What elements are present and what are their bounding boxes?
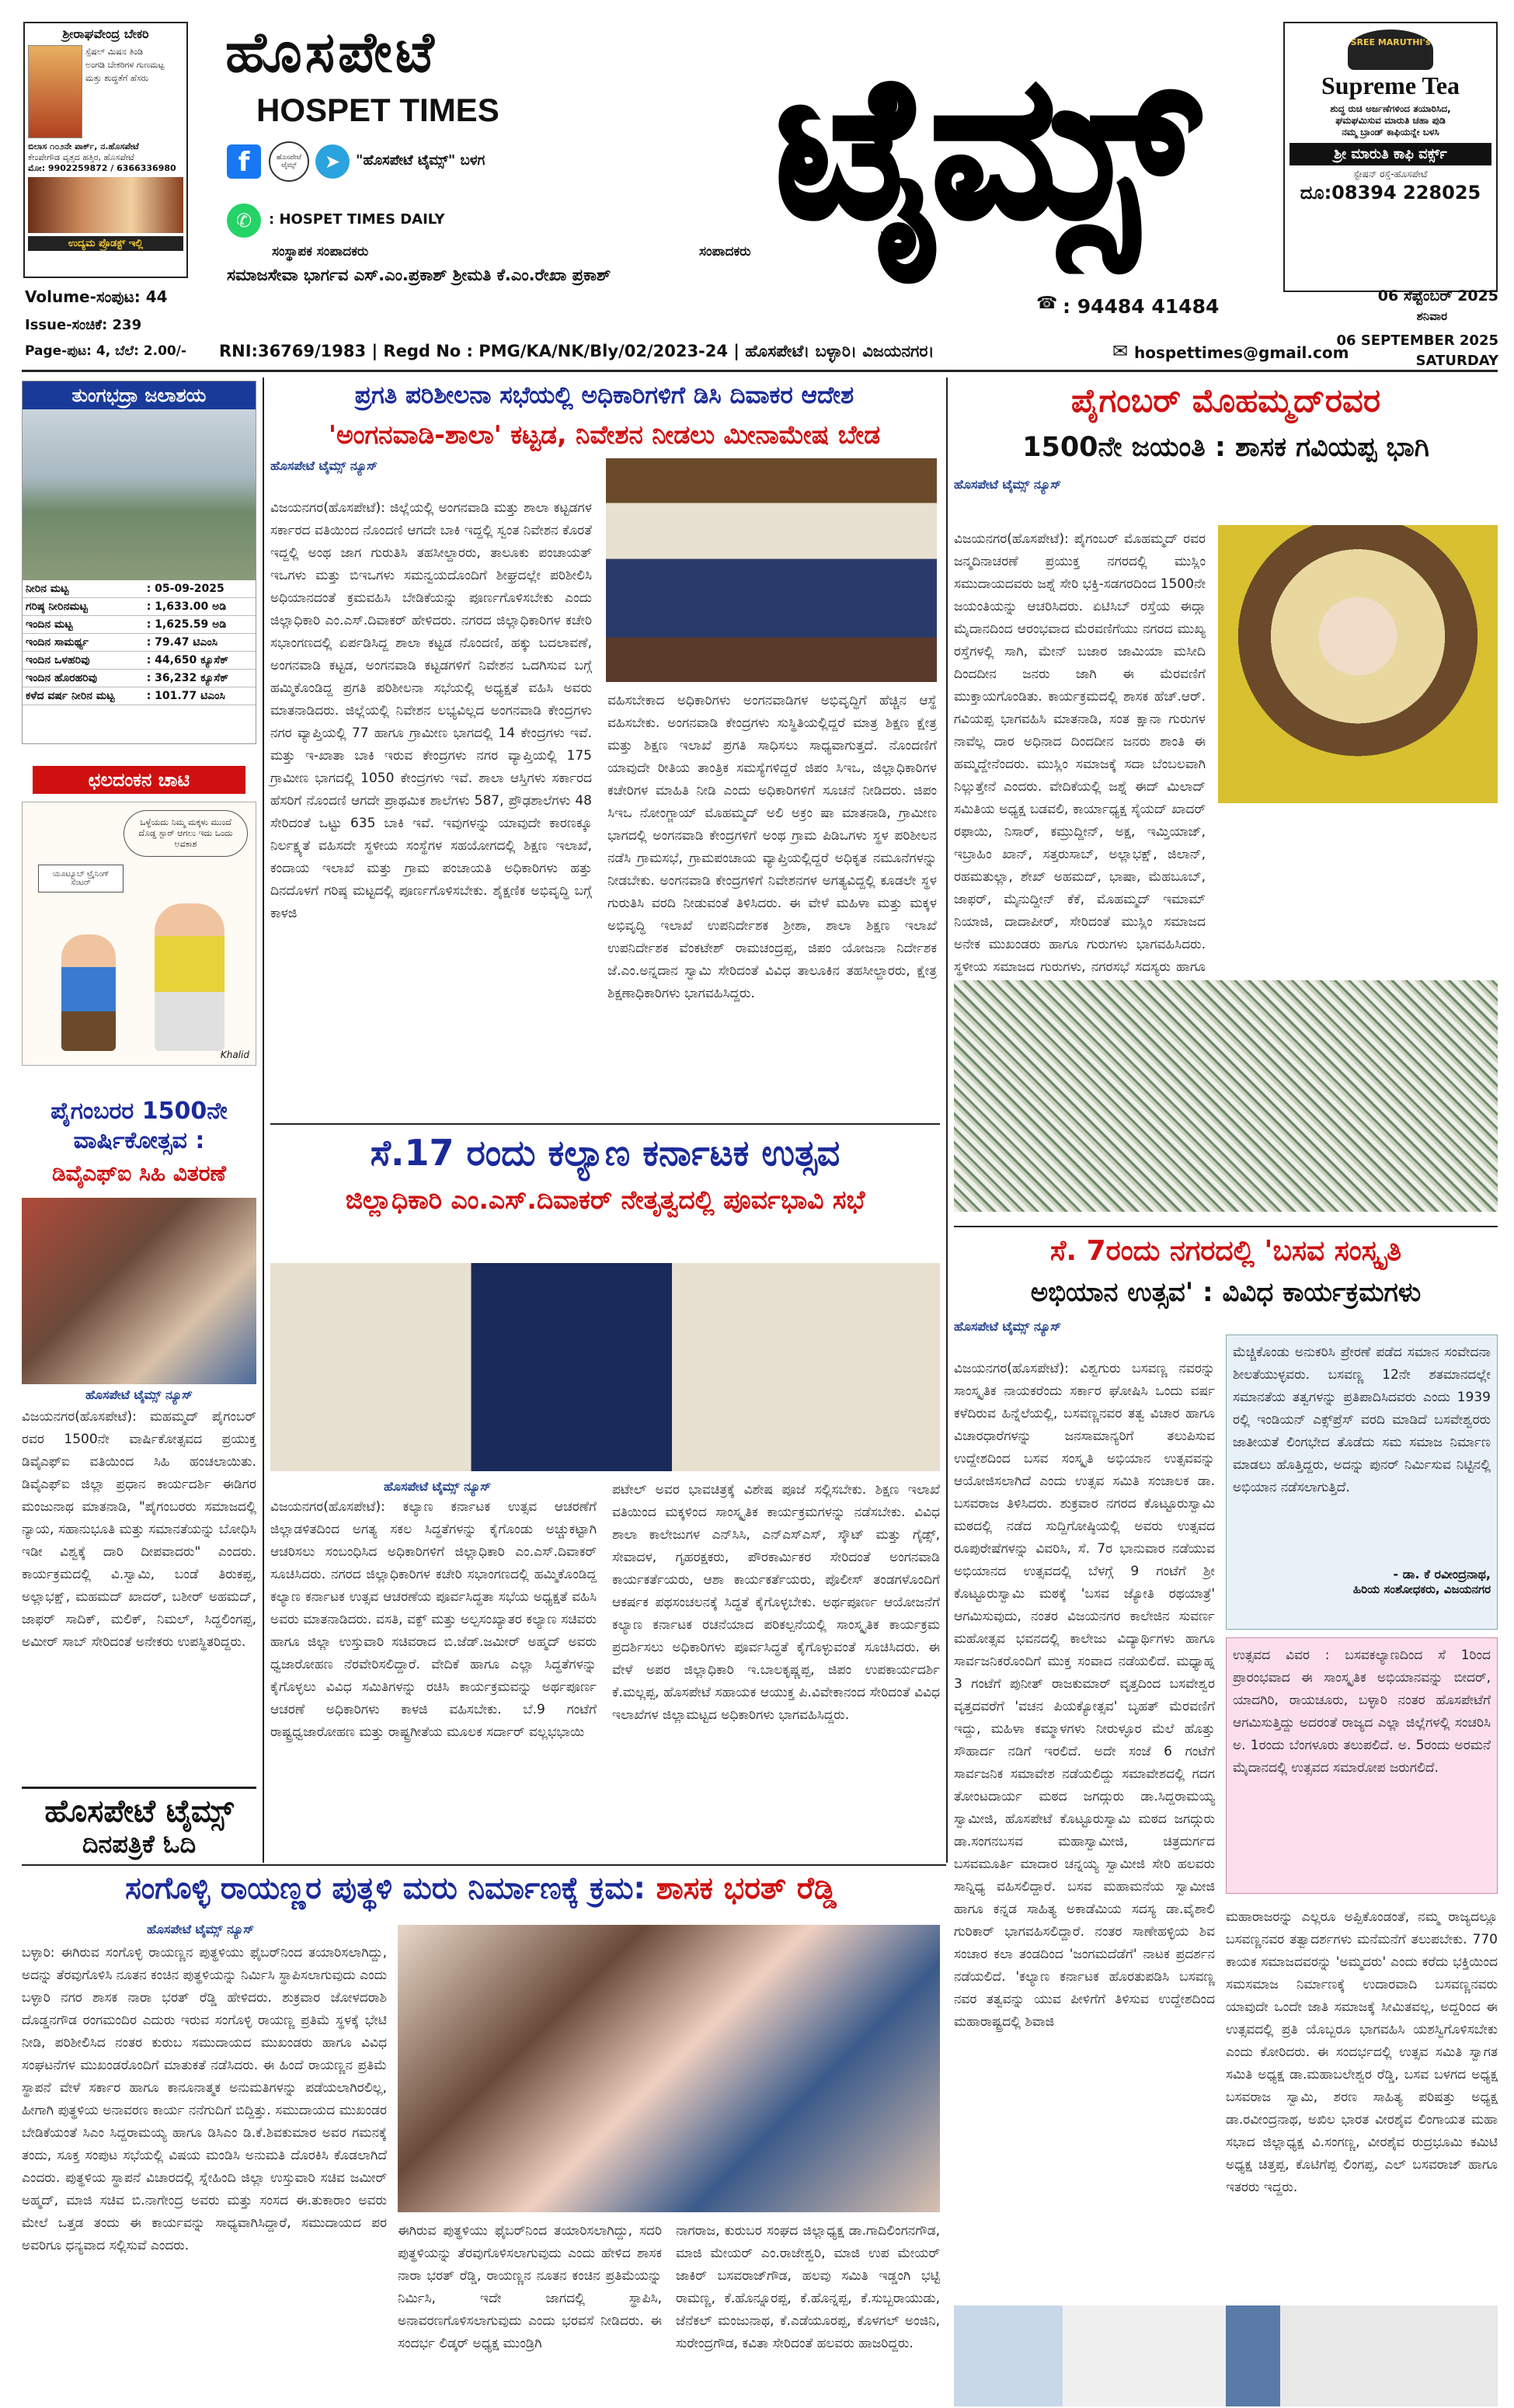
kalyana-photo — [270, 1263, 940, 1471]
dam-row — [23, 652, 256, 670]
dam-cell: : 36,232 ಕ್ಯೂಸೆಕ್ — [144, 670, 256, 687]
tea-product: Supreme Tea — [1321, 71, 1460, 99]
basava-byline: ಹೊಸಪೇಟೆ ಟೈಮ್ಸ್ ನ್ಯೂಸ್ — [954, 1318, 1061, 1334]
basava-article — [954, 1234, 1498, 2406]
name-english: HOSPET TIMES — [256, 92, 499, 128]
tea-logo: SREE MARUTHI's — [1348, 30, 1433, 70]
mla-photo — [1218, 525, 1498, 803]
tea-shop: ಶ್ರೀ ಮಾರುತಿ ಕಾಫಿ ವರ್ಕ್ಸ್ — [1290, 143, 1491, 165]
dyfi-photo — [22, 1198, 256, 1384]
bakery-address: ಬಿಲಾಸ ೧೦೨ನೇ ಪಾರ್ಕ್, ನ.ಹೊಸಪೇಟೆ — [28, 141, 139, 151]
cartoon-signature: Khalid — [220, 1049, 249, 1060]
facebook-icon[interactable]: f — [227, 144, 261, 179]
dam-row — [23, 616, 256, 634]
day-english: SATURDAY — [1415, 353, 1498, 369]
dam-row — [23, 670, 256, 687]
cakes-image — [28, 177, 183, 233]
kalyana-byline: ಹೊಸಪೇಟೆ ಟೈಮ್ಸ್ ನ್ಯೂಸ್ — [384, 1479, 491, 1494]
rayanna-photo — [398, 1925, 940, 2212]
dam-cell: ಕಳೆದ ವರ್ಷ ನೀರಿನ ಮಟ್ಟ — [23, 687, 144, 705]
dam-photo — [23, 409, 256, 580]
deity-image — [28, 45, 82, 138]
kalyana-headline: ಸೆ.17 ರಂದು ಕಲ್ಯಾಣ ಕರ್ನಾಟಕ ಉತ್ಸವ — [370, 1132, 841, 1174]
paigambar-byline: ಹೊಸಪೇಟೆ ಟೈಮ್ಸ್ ನ್ಯೂಸ್ — [954, 477, 1061, 492]
whatsapp-icon[interactable]: ✆ — [227, 204, 261, 238]
bakery-ad-title: ಶ್ರೀರಾಘವೇಂದ್ರ ಬೇಕರಿ — [62, 26, 149, 41]
promo-title: ಹೊಸಪೇಟೆ ಟೈಮ್ಸ್ — [22, 1787, 256, 1829]
kalyana-col2: ಪಟೇಲ್ ಅವರ ಭಾವಚಿತ್ರಕ್ಕೆ ವಿಶೇಷ ಪೂಜೆ ಸಲ್ಲಿಸಬೇಕು. ಶಿಕ್ಷಣ ಇಲಾಖೆ ವತಿಯಿಂದ ಮಕ್ಕಳಿಂದ ಸಾಂಸ್ಕೃತಿಕ ಕಾರ್ಯಕ್ರಮಗಳನ್ನು ನಡೆಸಬೇಕು. ವಿವಿಧ ಶಾಲಾ ಕಾಲೇಜುಗಳ ಎನ್‌ಸಿಸಿ, ಎನ್‌ಎಸ್‌ಎಸ್, ಸ್ಕೌಟ್ ಮತ್ತು ಗೈಡ್ಸ್, ಸೇವಾದಳ, ಗೃಹರಕ್ಷಕರು, ಪೌರಕಾರ್ಮಿಕರ ಸೇರಿದಂತೆ ಅಂಗನವಾಡಿ ಕಾರ್ಯಕರ್ತೆಯರು, ಆಶಾ ಕಾರ್ಯಕರ್ತೆಯರು, ಪೊಲೀಸ್ ತಂಡಗಳೊಂದಿಗೆ ಆಕರ್ಷಕ ಪಥಸಂಚಲನಕ್ಕೆ ಸಿದ್ಧತೆ ಕೈಗೊಳ್ಳಬೇಕು. ಅರ್ಥಪೂರ್ಣ ಆಯೋಜನೆಗೆ ಕಲ್ಯಾಣ ಕರ್ನಾಟಕ ರಚನೆಯಾದ ಪರಿಕಲ್ಪನೆಯಲ್ಲಿ ಸಾಂಸ್ಕೃತಿಕ ಕಾರ್ಯಕ್ರಮ ಪ್ರದರ್ಶಿಸಲು ಅಧಿಕಾರಿಗಳು ಪೂರ್ವಸಿದ್ಧತೆ ಕೈಗೊಳ್ಳುವಂತೆ ಸೂಚಿಸಿದರು. ಈ ವೇಳೆ ಅಪರ ಜಿಲ್ಲಾಧಿಕಾರಿ ಇ.ಬಾಲಕೃಷ್ಣಪ್ಪ, ಜಿಪಂ ಉಪಕಾರ್ಯದರ್ಶಿ ಕೆ.ಮಲ್ಲಪ್ಪ, ಹೊಸಪೇಟೆ ಸಹಾಯಕ ಆಯುಕ್ತ ಪಿ.ವಿವೇಕಾನಂದ ಸೇರಿದಂತೆ ವಿವಿಧ ಇಲಾಖೆಗಳ ಜಿಲ್ಲಾಮಟ್ಟದ ಅಧಿಕಾರಿಗಳು ಭಾಗವಹಿಸಿದ್ದರು. — [612, 1482, 940, 1723]
dyfi-text: ವಿಜಯನಗರ(ಹೊಸಪೇಟೆ): ಮಹಮ್ಮದ್ ಪೈಗಂಬರ್ ರವರ 1500ನೇ ವಾರ್ಷಿಕೋತ್ಸವದ ಪ್ರಯುಕ್ತ ಡಿವೈಎಫ್ಐ ವತಿಯಿಂದ ಸಿಹಿ ಹಂಚಲಾಯಿತು. ಡಿವೈಎಫ್ಐ ಜಿಲ್ಲಾ ಪ್ರಧಾನ ಕಾರ್ಯದರ್ಶಿ ಈಡಿಗರ ಮಂಜುನಾಥ ಮಾತನಾಡಿ, "ಪೈಗಂಬರರು ಸಮಾಜದಲ್ಲಿ ನ್ಯಾಯ, ಸಹಾನುಭೂತಿ ಮತ್ತು ಸಮಾನತೆಯನ್ನು ಬೋಧಿಸಿ ಇಡೀ ವಿಶ್ವಕ್ಕೆ ದಾರಿ ದೀಪವಾದರು" ಎಂದರು. ಕಾರ್ಯಕ್ರಮದಲ್ಲಿ ವಿ.ಸ್ವಾಮಿ, ಬಂಡೆ ತಿರುಕಪ್ಪ, ಅಲ್ಲಾಭಕ್ಷ್, ಮಹಮದ್ ಖಾದರ್, ಬಶೀರ್ ಅಹಮದ್, ಜಾಫರ್ ಸಾದಿಕ್, ಮಲಿಕ್, ನಿಮಲ್, ಸಿದ್ದಲಿಂಗಪ್ಪ, ಅಮೀರ್ ಸಾಬ್ ಸೇರಿದಂತೆ ಅನೇಕರು ಉಪಸ್ಥಿತರಿದ್ದರು. — [22, 1409, 256, 1650]
rayanna-article — [22, 1870, 940, 2406]
bakery-line: ಅಂಗಡಿ ಬೇಕರಿಗಳ ಗುಣಮಟ್ಟ — [85, 60, 165, 70]
festival-box — [1226, 1637, 1498, 1894]
rayanna-col2: ಈಗಿರುವ ಪುತ್ಥಳಿಯು ಫೈಬರ್‌ನಿಂದ ತಯಾರಿಸಲಾಗಿದ್ದು, ಸದರಿ ಪುತ್ಥಳಿಯನ್ನು ತೆರವುಗೊಳಿಸಲಾಗುವುದು ಎಂದು ಹೇಳಿದ ಶಾಸಕ ನಾರಾ ಭರತ್ ರೆಡ್ಡಿ, ರಾಯಣ್ಣನ ನೂತನ ಕಂಚಿನ ಪ್ರತಿಮೆಯನ್ನು ನಿರ್ಮಿಸಿ, ಇದೇ ಜಾಗದಲ್ಲಿ ಸ್ಥಾಪಿಸಿ, ಅನಾವರಣಗೊಳಿಸಲಾಗುವುದು ಎಂದು ಭರವಸೆ ನೀಡಿದರು. ಈ ಸಂದರ್ಭ ಲಿಡ್ಕರ್ ಅಧ್ಯಕ್ಷ ಮುಂಡ್ರಿಗಿ — [398, 2223, 662, 2351]
dam-cell: ಇಂದಿನ ಒಳಹರಿವು — [23, 652, 144, 670]
basava-col1: ವಿಜಯನಗರ(ಹೊಸಪೇಟೆ): ವಿಶ್ವಗುರು ಬಸವಣ್ಣ ನವರನ್ನು ಸಾಂಸ್ಕೃತಿಕ ನಾಯಕರೆಂದು ಸರ್ಕಾರ ಘೋಷಿಸಿ ಒಂದು ವರ್ಷ ಕಳೆದಿರುವ ಹಿನ್ನೆಲೆಯಲ್ಲಿ, ಬಸವಣ್ಣನವರ ತತ್ವ ವಿಚಾರ ಹಾಗೂ ವಿಚಾರಧಾರೆಗಳನ್ನು ಜನಸಾಮಾನ್ಯರಿಗೆ ತಲುಪಿಸುವ ಉದ್ದೇಶದಿಂದ ಬಸವ ಸಂಸ್ಕೃತಿ ಅಭಿಯಾನ ಉತ್ಸವವನ್ನು ಆಯೋಜಿಸಲಾಗಿದೆ ಎಂದು ಉತ್ಸವ ಸಮಿತಿ ಸಂಚಾಲಕ ಡಾ. ಬಸವರಾಜ ತಿಳಿಸಿದರು. ಶುಕ್ರವಾರ ನಗರದ ಕೊಟ್ಟೂರುಸ್ವಾಮಿ ಮಠದಲ್ಲಿ ನಡೆದ ಸುದ್ದಿಗೋಷ್ಠಿಯಲ್ಲಿ ಅವರು ಉತ್ಸವದ ರೂಪುರೇಷೆಗಳನ್ನು ವಿವರಿಸಿ, ಸೆ. 7ರ ಭಾನುವಾರ ನಡೆಯುವ ಅಭಿಯಾನದ ಉತ್ಸವದಲ್ಲಿ ಬೆಳಗ್ಗೆ 9 ಗಂಟೆಗೆ ಶ್ರೀ ಕೊಟ್ಟೂರುಸ್ವಾಮಿ ಮಠಕ್ಕೆ 'ಬಸವ ಜ್ಯೋತಿ ರಥಯಾತ್ರೆ' ಆಗಮಿಸುವುದು, ನಂತರ ವಿಜಯನಗರ ಕಾಲೇಜಿನ ಸುವರ್ಣ ಮಹೋತ್ಸವ ಭವನದಲ್ಲಿ ಕಾಲೇಜು ವಿದ್ಯಾರ್ಥಿಗಳು ಹಾಗೂ ಸಾರ್ವಜನಿಕರೊಂದಿಗೆ ಮುಕ್ತ ಸಂವಾದ ನಡೆಯಲಿದೆ. ಮಧ್ಯಾಹ್ನ 3 ಗಂಟೆಗೆ ಪುನೀತ್ ರಾಜಕುಮಾರ್ ವೃತ್ತದಿಂದ ಬಸವೇಶ್ವರ ವೃತ್ತದವರೆಗೆ 'ವಚನ ಪಿಯಕ್ಯೋತ್ಸವ' ಬೃಹತ್ ಮೆರವಣಿಗೆ ಇದ್ದು, ಮಹಿಳಾ ಕಮ್ಮಾಳಗಳು ನೀರುಳ್ಳೂರ ಮೆಲೆ ಹೊತ್ತು ಸೌಹಾರ್ದ ನಡಿಗೆ ಇರಲಿದೆ. ಅದೇ ಸಂಜೆ 6 ಗಂಟೆಗೆ ಸಾರ್ವಜನಿಕ ಸಮಾವೇಶ ನಡೆಯಲಿದ್ದು ಸಮಾವೇಶದಲ್ಲಿ ಗದಗ ತೋಂಟದಾರ್ಯ ಮಠದ ಜಗದ್ಗುರು ಡಾ.ಸಿದ್ದರಾಮಯ್ಯ ಸ್ವಾಮೀಜಿ, ಹೊಸಪೇಟೆ ಕೊಟ್ಟೂರುಸ್ವಾಮಿ ಮಠದ ಜಗದ್ಗುರು ಡಾ.ಸಂಗನಬಸವ ಮಹಾಸ್ವಾಮೀಜಿ, ಚಿತ್ರದುರ್ಗದ ಬಸವಮೂರ್ತಿ ಮಾದಾರ ಚನ್ನಯ್ಯ ಸ್ವಾಮೀಜಿ ಸೇರಿ ಹಲವರು ಸಾನ್ನಿಧ್ಯ ವಹಿಸಲಿದ್ದಾರೆ. ಬಸವ ಮಹಾಮನೆಯ ಸ್ವಾಮೀಜಿ ಹಾಗೂ ಕನ್ನಡ ಸಾಹಿತ್ಯ ಅಕಾಡೆಮಿಯ ಸದಸ್ಯ ಡಾ.ವೈಶಾಲಿ ಗುರಿಕಾರ್ ಭಾಗವಹಿಸಲಿದ್ದಾರೆ. ನಂತರ ಸಾಣೇಹಳ್ಳಿಯ ಶಿವ ಸಂಚಾರ ಕಲಾ ತಂಡದಿಂದ 'ಜಂಗಮದೆಡೆಗೆ' ನಾಟಕ ಪ್ರದರ್ಶನ ನಡೆಯಲಿದೆ. 'ಕಲ್ಯಾಣ ಕರ್ನಾಟಕ ಹೊರತುಪಡಿಸಿ ಬಸವಣ್ಣ ನವರ ತತ್ವವನ್ನು ಯುವ ಪೀಳಿಗೆಗೆ ತಿಳಿಸುವ ಉದ್ದೇಶದಿಂದ ಮಹಾರಾಷ್ಟ್ರದಲ್ಲಿ ಶಿವಾಜಿ — [954, 1361, 1215, 2030]
anganwadi-col1: ವಿಜಯನಗರ(ಹೊಸಪೇಟೆ): ಜಿಲ್ಲೆಯಲ್ಲಿ ಅಂಗನವಾಡಿ ಮತ್ತು ಶಾಲಾ ಕಟ್ಟಡಗಳ ಸರ್ಕಾರದ ವತಿಯಿಂದ ನೊಂದಣಿ ಆಗದೇ ಬಾಕಿ ಇದ್ದಲ್ಲಿ ಸ್ವಂತ ನಿವೇಶನ ಕೊರತೆ ಇದ್ದಲ್ಲಿ ಅಂಥ ಜಾಗ ಗುರುತಿಸಿ ತಹಸೀಲ್ದಾರರು, ತಾಲೂಕು ಪಂಚಾಯತ್ ಇಒಗಳು ಮತ್ತು ಬಿಇಒಗಳು ಸಮನ್ವಯದೊಂದಿಗೆ ಶೀಘ್ರದಲ್ಲೇ ಪರಿಶೀಲಿಸಿ ಅಧಿಯಾನದಂತೆ ಕ್ರಮವಹಿಸಿ ಬೇಡಿಕೆಯನ್ನು ಪೂರ್ಣಗೊಳಿಸಬೇಕು ಎಂದು ಜಿಲ್ಲಾಧಿಕಾರಿ ಎಂ.ಎಸ್.ದಿವಾಕರ್ ಹೇಳಿದರು. ನಗರದ ಜಿಲ್ಲಾಧಿಕಾರಿಗಳ ಕಚೇರಿ ಸಭಾಂಗಣದಲ್ಲಿ ಏರ್ಪಡಿಸಿದ್ದ ಶಾಲಾ ಕಟ್ಟಡ ನೊಂದಣಿ, ಹಕ್ಕು ಬದಲಾವಣೆ, ಅಂಗನವಾಡಿ ಕಟ್ಟಡ, ಅಂಗನವಾಡಿ ಕಟ್ಟಡಗಳಿಗೆ ನಿವೇಶನ ಒದಗಿಸುವ ಬಗ್ಗೆ ಹಮ್ಮಿಕೊಂಡಿದ್ದ ಪ್ರಗತಿ ಪರಿಶೀಲನಾ ಸಭೆಯಲ್ಲಿ ಅಧ್ಯಕ್ಷತೆ ವಹಿಸಿ ಅವರು ಮಾತನಾಡಿದರು. ಜಿಲ್ಲೆಯಲ್ಲಿ ನಿವೇಶನ ಲಭ್ಯವಿಲ್ಲದ ಅಂಗನವಾಡಿ ಕೇಂದ್ರಗಳು ನಗರ ವ್ಯಾಪ್ತಿಯಲ್ಲಿ 77 ಹಾಗೂ ಗ್ರಾಮೀಣ ಭಾಗದಲ್ಲಿ 14 ಕೇಂದ್ರಗಳು ಇವೆ. ಮತ್ತು ಇ-ಖಾತಾ ಬಾಕಿ ಇರುವ ಕೇಂದ್ರಗಳು ನಗರ ವ್ಯಾಪ್ತಿಯಲ್ಲಿ 175 ಗ್ರಾಮೀಣ ಭಾಗದಲ್ಲಿ 1050 ಕೇಂದ್ರಗಳು ಇವೆ. ಶಾಲಾ ಆಸ್ತಿಗಳು ಸರ್ಕಾರದ ಹೆಸರಿಗೆ ನೊಂದಣಿ ಆಗದೇ ಪ್ರಾಥಮಿಕ ಶಾಲೆಗಳು 587, ಪ್ರೌಢಶಾಲೆಗಳು 48 ಸೇರಿದಂತೆ ಒಟ್ಟು 635 ಬಾಕಿ ಇವೆ. ಇವುಗಳನ್ನು ಯಾವುದೇ ಕಾರಣಕ್ಕೂ ನಿರ್ಲಕ್ಷ್ಯತೆ ವಹಿಸದೇ ಸ್ಥಳೀಯ ಸಂಸ್ಥೆಗಳ ಸಹಯೋಗದಲ್ಲಿ ಶಿಕ್ಷಣ ಇಲಾಖೆ, ಕಂದಾಯ ಇಲಾಖೆ ಮತ್ತು ಗ್ರಾಮ ಪಂಚಾಯತಿ ಅಧಿಕಾರಿಗಳು ಹತ್ತು ದಿನದೊಳಗೆ ಗರಿಷ್ಠ ಮಟ್ಟದಲ್ಲಿ ಪೂರ್ಣಗೊಳಿಸಬೇಕು. ಶೈಕ್ಷಣಿಕ ಅಭಿವೃದ್ಧಿ ಬಗ್ಗೆ ಕಾಳಜಿ — [270, 500, 592, 921]
quote-text: ಮೆಚ್ಚಿಕೊಂಡು ಅನುಕರಿಸಿ ಪ್ರೇರಣೆ ಪಡೆದ ಸಮಾನ ಸಂವೇದನಾ ಶೀಲತೆಯುಳ್ಳವರು. ಬಸವಣ್ಣ 12ನೇ ಶತಮಾನದಲ್ಲೇ ಸಮಾನತೆಯ ತತ್ವಗಳನ್ನು ಪ್ರತಿಪಾದಿಸಿದವರು ಎಂದು 1939 ರಲ್ಲಿ ಇಂಡಿಯನ್ ಎಕ್ಸ್‌ಪ್ರೆಸ್ ವರದಿ ಮಾಡಿದೆ ಬಸವೇಶ್ವರರು ಜಾತೀಯತೆ ಲಿಂಗಭೇದ ತೊಡೆದು ಸಮ ಸಮಾಜ ನಿರ್ಮಾಣ ಮಾಡಲು ಹೊತ್ತಿದ್ದರು, ಅದನ್ನು ಪುನರ್ ನಿರ್ಮಿಸುವ ನಿಟ್ಟಿನಲ್ಲಿ ಅಭಿಯಾನ ನಡೆಸಲಾಗುತ್ತಿದೆ. — [1233, 1345, 1491, 1495]
rayanna-col3: ನಾಗರಾಜ, ಕುರುಬರ ಸಂಘದ ಜಿಲ್ಲಾಧ್ಯಕ್ಷ ಡಾ.ಗಾದಿಲಿಂಗನಗೌಡ, ಮಾಜಿ ಮೇಯರ್ ಎಂ.ರಾಜೇಶ್ವರಿ, ಮಾಜಿ ಉಪ ಮೇಯರ್ ಜಾಕಿರ್ ಬಸವರಾಜ್‌ಗೌಡ, ಹಲವು ಸಮಿತಿ ಇಡ್ಡಂಗಿ ಭಟ್ಟಿ ರಾಮಣ್ಣ, ಕೆ.ಹೊನ್ನೂರಪ್ಪ, ಕೆ.ಹೊನ್ನಪ್ಪ, ಕೆ.ಸುಬ್ಬರಾಯುಡು, ಜೆನೆಕಲ್ ಮಂಜುನಾಥ, ಕೆ.ಎಡೆಯೂರಪ್ಪ, ಕೊಳಗಲ್ ಅಂಜಿನಿ, ಸುರೇಂದ್ರಗೌಡ, ಕವಿತಾ ಸೇರಿದಂತೆ ಹಲವರು ಹಾಜರಿದ್ದರು. — [676, 2223, 940, 2351]
dam-title: ತುಂಗಭದ್ರಾ ಜಲಾಶಯ — [23, 381, 256, 409]
price-info: Page-ಪುಟ: 4, ಬೆಲೆ: 2.00/- — [25, 343, 187, 359]
kalyana-subheadline: ಜಿಲ್ಲಾಧಿಕಾರಿ ಎಂ.ಎಸ್.ದಿವಾಕರ್ ನೇತೃತ್ವದಲ್ಲಿ ಪೂರ್ವಭಾವಿ ಸಭೆ — [345, 1184, 865, 1215]
quote-box — [1226, 1334, 1498, 1630]
quote-role: ಹಿರಿಯ ಸಂಶೋಧಕರು, ವಿಜಯನಗರ — [1352, 1582, 1491, 1596]
cartoon-sign: ಯೂಟ್ಯೂಬ್ ಟ್ರೈನಿಂಗ್ ಸೆಂಟರ್ — [38, 865, 124, 893]
dam-table — [23, 580, 256, 705]
tea-address: ಸ್ಟೇಷನ್ ರಸ್ತೆ-ಹೊಸಪೇಟೆ — [1353, 169, 1428, 179]
bakery-line: ಸ್ಪೆಷಲ್ ಮಿಷನ ತಿಂಡಿ — [85, 47, 144, 57]
dam-cell: : 79.47 ಟಿಎಂಸಿ — [144, 634, 256, 652]
cartoon-bubble: ಒಳ್ಳೆಯದು ನಿಮ್ಮ ಮಕ್ಕಳು ಮುಂದೆ ದೊಡ್ಡ ಸ್ಟಾರ್ ಆಗಲು ಇದು ಒಂದು ಅವಕಾಶ — [124, 810, 248, 857]
dam-row — [23, 598, 256, 616]
kalyana-col1: ವಿಜಯನಗರ(ಹೊಸಪೇಟೆ): ಕಲ್ಯಾಣ ಕರ್ನಾಟಕ ಉತ್ಸವ ಆಚರಣೆಗೆ ಜಿಲ್ಲಾಡಳಿತದಿಂದ ಅಗತ್ಯ ಸಕಲ ಸಿದ್ಧತೆಗಳನ್ನು ಕೈಗೊಂಡು ಅಚ್ಚುಕಟ್ಟಾಗಿ ಆಚರಿಸಲು ಸಂಬಂಧಿಸಿದ ಅಧಿಕಾರಿಗಳಿಗೆ ಜಿಲ್ಲಾಧಿಕಾರಿ ಎಂ.ಎಸ್.ದಿವಾಕರ್ ಸೂಚಿಸಿದರು. ನಗರದ ಜಿಲ್ಲಾಧಿಕಾರಿಗಳ ಕಚೇರಿ ಸಭಾಂಗಣದಲ್ಲಿ ಹಮ್ಮಿಕೊಂಡಿದ್ದ ಕಲ್ಯಾಣ ಕರ್ನಾಟಕ ಉತ್ಸವ ಆಚರಣೆಯ ಪೂರ್ವಸಿದ್ಧತಾ ಸಭೆಯ ಅಧ್ಯಕ್ಷತೆ ವಹಿಸಿ ಅವರು ಮಾತನಾಡಿದರು. ವಸತಿ, ವಕ್ಫ್ ಮತ್ತು ಅಲ್ಪಸಂಖ್ಯಾತರ ಕಲ್ಯಾಣ ಸಚಿವರು ಹಾಗೂ ಜಿಲ್ಲಾ ಉಸ್ತುವಾರಿ ಸಚಿವರಾದ ಬಿ.ಜೆಡ್.ಜಮೀರ್ ಅಹ್ಮದ್ ಅವರು ಧ್ವಜಾರೋಹಣ ನೆರವೇರಿಸಲಿದ್ದಾರೆ. ವೇದಿಕೆ ಹಾಗೂ ಎಲ್ಲಾ ಸಿದ್ಧತೆಗಳನ್ನು ಕೈಗೊಳ್ಳಲು ವಿವಿಧ ಸಮಿತಿಗಳನ್ನು ರಚಿಸಿ ಕಾರ್ಯಕ್ರಮವನ್ನು ಅರ್ಥಪೂರ್ಣ ಆಚರಣೆ ಅಧಿಕಾರಿಗಳು ಕಾಳಜಿ ವಹಿಸಬೇಕು. ಬೆ.9 ಗಂಟೆಗೆ ರಾಷ್ಟ್ರಧ್ವಜಾರೋಹಣ ಮತ್ತು ರಾಷ್ಟ್ರಗೀತೆಯ ಮೂಲಕ ಸರ್ದಾರ್ ವಲ್ಲಭಭಾಯಿ — [270, 1499, 597, 1740]
name-kannada: ಹೊಸಪೇಟೆ — [225, 19, 437, 85]
paigambar-headline2: 1500ನೇ ಜಯಂತಿ : ಶಾಸಕ ಗವಿಯಪ್ಪ ಭಾಗಿ — [1022, 431, 1429, 463]
whatsapp-handle: : HOSPET TIMES DAILY — [269, 211, 445, 228]
cartoon-section — [22, 766, 256, 1084]
day-kannada: ಶನಿವಾರ — [1416, 309, 1447, 323]
paigambar-article — [954, 381, 1498, 1220]
anganwadi-photo — [606, 458, 937, 682]
dam-cell: ಗರಿಷ್ಠ ನೀರಿನಮಟ್ಟ — [23, 598, 144, 616]
anganwadi-article — [270, 381, 938, 1119]
basava-col3: ಮಹಾರಾಜರನ್ನು ಎಲ್ಲರೂ ಅಪ್ಪಿಕೊಂಡಂತೆ, ನಮ್ಮ ರಾಜ್ಯದಲ್ಲೂ ಬಸವಣ್ಣನವರ ತತ್ವಾದರ್ಶಗಳು ಮನೆಮನೆಗೆ ತಲುಪಬೇಕು. 770 ಕಾಯಕ ಸಮಾಜದವರನ್ನು 'ಅಮ್ಮದರು' ಎಂದು ಕರೆದು ಭಕ್ತಿಯಿಂದ ಸಮಸಮಾಜ ನಿರ್ಮಾಣಕ್ಕೆ ಉದಾರವಾದಿ ಬಸವಣ್ಣನವರು ಯಾವುದೇ ಒಂದೇ ಜಾತಿ ಸಮಾಜಕ್ಕೆ ಸೀಮಿತವಲ್ಲ, ಅದ್ದರಿಂದ ಈ ಉತ್ಸವದಲ್ಲಿ ಪ್ರತಿ ಯೊಬ್ಬರೂ ಭಾಗವಹಿಸಿ ಯಶಸ್ವಿಗೊಳಿಸಬೇಕು ಎಂದು ಕೋರಿದರು. ಈ ಸಂದರ್ಭದಲ್ಲಿ ಉತ್ಸವ ಸಮಿತಿ ಸ್ವಾಗತ ಸಮಿತಿ ಅಧ್ಯಕ್ಷ ಡಾ.ಮಹಾಬಲೇಶ್ವರ ರೆಡ್ಡಿ, ಬಸವ ಬಳಗದ ಅಧ್ಯಕ್ಷ ಬಸವರಾಜ ಸ್ವಾಮಿ, ಶರಣ ಸಾಹಿತ್ಯ ಪರಿಷತ್ತು ಅಧ್ಯಕ್ಷ ಡಾ.ರವೀಂದ್ರನಾಥ, ಅಖಿಲ ಭಾರತ ವೀರಶೈವ ಲಿಂಗಾಯತ ಮಹಾ ಸಭಾದ ಜಿಲ್ಲಾಧ್ಯಕ್ಷ ವಿ.ಸಂಗಣ್ಣ, ವೀರಶೈವ ರುದ್ರಭೂಮಿ ಕಮಿಟಿ ಅಧ್ಯಕ್ಷ ಚಿತ್ತಪ್ಪ, ಕೊಟಿಗೆಪ್ಪ ಲಿಂಗಪ್ಪ, ಎಲ್ ಬಸವರಾಜ್ ಹಾಗೂ ಇತರರು ಇದ್ದರು. — [1226, 1909, 1498, 2195]
dam-cell: ಇಂದಿನ ಸಾಮರ್ಥ್ಯ — [23, 634, 144, 652]
promo-subtitle: ದಿನಪತ್ರಿಕೆ ಓದಿ — [82, 1829, 197, 1859]
editor-label: ಸಂಪಾದಕರು — [699, 244, 751, 259]
rayanna-col1: ಬಳ್ಳಾರಿ: ಈಗಿರುವ ಸಂಗೊಳ್ಳಿ ರಾಯಣ್ಣನ ಪುತ್ಥಳಿಯು ಫೈಬರ್‌ನಿಂದ ತಯಾರಿಸಲಾಗಿದ್ದು, ಅದನ್ನು ತೆರವುಗೊಳಿಸಿ ನೂತನ ಕಂಚಿನ ಪುತ್ಥಳಿಯನ್ನು ನಿರ್ಮಿಸಿ ಸ್ಥಾಪಿಸಲಾಗುವುದು ಎಂದು ಬಳ್ಳಾರಿ ನಗರ ಶಾಸಕ ನಾರಾ ಭರತ್ ರೆಡ್ಡಿ ಹೇಳಿದರು. ಶುಕ್ರವಾರ ಜೋಳದರಾಶಿ ದೊಡ್ಡನಗೌಡ ರಂಗಮಂದಿರ ಎದುರು ಇರುವ ಸಂಗೊಳ್ಳಿ ರಾಯಣ್ಣ ಪ್ರತಿಮೆ ಸ್ಥಳಕ್ಕೆ ಭೇಟಿ ನೀಡಿ, ಪರಿಶೀಲಿಸಿದ ನಂತರ ಕುರುಬ ಸಮುದಾಯದ ಮುಖಂಡರು ಹಾಗೂ ವಿವಿಧ ಸಂಘಟನೆಗಳ ಮುಖಂಡರೊಂದಿಗೆ ಮಾತುಕತೆ ನಡೆಸಿದರು. ಈ ಹಿಂದೆ ರಾಯಣ್ಣನ ಪ್ರತಿಮೆ ಸ್ಥಾಪನೆ ವೇಳೆ ಸರ್ಕಾರ ಹಾಗೂ ಕಾನೂನಾತ್ಮಕ ಅನುಮತಿಗಳನ್ನು ಪಡೆಯಲಾಗಿರಲಿಲ್ಲ, ಹೀಗಾಗಿ ಪುತ್ಥಳಿಯ ಅನಾವರಣ ಕಾರ್ಯ ನನೆಗುದಿಗೆ ಬಿದ್ದಿತ್ತು. ಸಮುದಾಯದ ಮುಖಂಡರ ಬೇಡಿಕೆಯಂತೆ ಸಿಎಂ ಸಿದ್ದರಾಮಯ್ಯ ಹಾಗೂ ಡಿಸಿಎಂ ಡಿ.ಕೆ.ಶಿವಕುಮಾರ ಅವರ ಗಮನಕ್ಕೆ ತಂದು, ಸೂಕ್ತ ಸಂಪುಟ ಸಭೆಯಲ್ಲಿ ವಿಷಯ ಮಂಡಿಸಿ ಅನುಮತಿ ದೊರಕಿಸಿ ಕೊಡಲಾಗಿದೆ ಎಂದರು. ಪುತ್ಥಳಿಯ ಸ್ಥಾಪನೆ ವಿಚಾರದಲ್ಲಿ ಸ್ನೇಹಿಂದಿ ಜಿಲ್ಲಾ ಉಸ್ತುವಾರಿ ಸಚಿವ ಜಮೀರ್ ಅಹ್ಮದ್, ಮಾಜಿ ಸಚಿವ ಬಿ.ನಾಗೇಂದ್ರ ಅವರು ಮತ್ತು ಸಂಸದ ಈ.ತುಕಾರಾಂ ಅವರು ಮೇಲೆ ಒತ್ತಡ ತಂದು ಈ ಕಾರ್ಯವನ್ನು ಸಾಧ್ಯವಾಗಿಸಿದ್ದಾರೆ, ಸಮುದಾಯದ ಪರ ಅವರಿಗೂ ಧನ್ಯವಾದ ಸಲ್ಲಿಸುವೆ ಎಂದರು. — [22, 1945, 387, 2253]
anganwadi-kicker: ಪ್ರಗತಿ ಪರಿಶೀಲನಾ ಸಭೆಯಲ್ಲಿ ಅಧಿಕಾರಿಗಳಿಗೆ ಡಿಸಿ ದಿವಾಕರ ಆದೇಶ — [354, 381, 854, 409]
dam-row — [23, 634, 256, 652]
email-icon: ✉ — [1112, 340, 1129, 362]
rayanna-headline-main: ಸಂಗೊಳ್ಳಿ ರಾಯಣ್ಣರ ಪುತ್ಥಳಿ ಮರು ನಿರ್ಮಾಣಕ್ಕೆ ಕ್ರಮ: — [125, 1871, 646, 1906]
basava-headline: ಸೆ. 7ರಂದು ನಗರದಲ್ಲಿ 'ಬಸವ ಸಂಸ್ಕೃತಿ — [1049, 1235, 1402, 1267]
bakery-footer: ಉದ್ಯಮ ಪ್ರೊಡಕ್ಟ್ ಇಲ್ಲಿ — [28, 236, 183, 251]
quote-author: - ಡಾ. ಕೆ ರವೀಂದ್ರನಾಥ, — [1393, 1567, 1491, 1582]
anganwadi-headline: 'ಅಂಗನವಾಡಿ-ಶಾಲಾ' ಕಟ್ಟಡ, ನಿವೇಶನ ನೀಡಲು ಮೀನಾಮೇಷ ಬೇಡ — [328, 419, 881, 450]
dyfi-headline-red: ಡಿವೈಎಫ್ಐ ಸಿಹಿ ವಿತರಣೆ — [52, 1161, 226, 1186]
date-english: 06 SEPTEMBER 2025 — [1336, 332, 1498, 349]
paigambar-text: ವಿಜಯನಗರ(ಹೊಸಪೇಟೆ): ಪೈಗಂಬರ್ ಮೊಹಮ್ಮದ್ ರವರ ಜನ್ಮದಿನಾಚರಣೆ ಪ್ರಯುಕ್ತ ನಗರದಲ್ಲಿ ಮುಸ್ಲಿಂ ಸಮುದಾಯದವರು ಜಶ್ನೆ ಸೇರಿ ಭಕ್ತಿ-ಸಡಗರದಿಂದ 1500ನೇ ಜಯಂತಿಯನ್ನು ಆಚರಿಸಿದರು. ಏಟಿಸಿಬ್ ರಸ್ತೆಯ ಈದ್ಗಾ ಮೈದಾನದಿಂದ ಆರಂಭವಾದ ಮೆರವಣಿಗೆಯು ನಗರದ ಮುಖ್ಯ ರಸ್ತೆಗಳಲ್ಲಿ ಸಾಗಿ, ಮೇನ್ ಬಜಾರ ಜಾಮಿಯಾ ಮಸೀದಿ ದಿಂದದೀನ ಜನರು ಜಾಗಿ ಈ ಮೆರವಣಿಗೆ ಮುಕ್ತಾಯಗೊಂಡಿತು. ಕಾರ್ಯಕ್ರಮದಲ್ಲಿ ಶಾಸಕ ಹೆಚ್.ಆರ್. ಗವಿಯಪ್ಪ ಭಾಗವಹಿಸಿ ಮಾತನಾಡಿ, ಸಂತ ಕ್ಷಾನಾ ಗುರುಗಳ ನಾವೆಲ್ಲ ದಾರ ಅಧಿನಾದ ದಿಂದದೀನ ಜನರು ಶಾಂತಿ ಈ ಹಮ್ಮದ್ದೇನೆಂದರು. ಮುಸ್ಲಿಂ ಸಮಾಜಕ್ಕೆ ಸದಾ ಬೆಂಬಲವಾಗಿ ನಿಲ್ಲುತ್ತೇನೆ ಎಂದರು. ವೇದಿಕೆಯಲ್ಲಿ ಜಶ್ನೆ ಈದ್ ಮಿಲಾದ್ ಸಮಿತಿಯ ಅಧ್ಯಕ್ಷ ಬಡವಲಿ, ಕಾರ್ಯಾಧ್ಯಕ್ಷ ಸೈಯದ್ ಖಾದರ್ ರಫಾಯಿ, ನಿಸಾರ್, ಕಮ್ರುದ್ದೀನ್, ಅಕ್ಷ, ಇಮ್ತಿಯಾಜ್, ಇಬ್ರಾಹಿಂ ಖಾನ್, ಸತ್ತರುಸಾಬ್, ಅಲ್ಲಾಭಕ್ಷ್, ಜಿಲಾನ್, ರಹಮತುಲ್ಲಾ, ಶೇಖ್ ಅಹಮದ್, ಭಾಷಾ, ಮೆಹಬೂಬ್, ಜಾಫರ್, ಮೈನುದ್ದೀನ್ ಕೆಕೆ, ಮೊಹಮ್ಮದ್ ಇಮಾಮ್ ನಿಯಾಜಿ, ದಾದಾಪೀರ್, ಸೇರಿದಂತೆ ಮುಸ್ಲಿಂ ಸಮಾಜದ ಅನೇಕ ಮುಖಂಡರು ಹಾಗೂ ಗುರುಗಳು ಭಾಗವಹಿಸಿದರು. ಸ್ಥಳೀಯ ಸಮಾಜದ ಗುರುಗಳು, ನಗರಸಭೆ ಸದಸ್ಯರು ಹಾಗೂ — [954, 531, 1206, 975]
masthead-big-title: ಟೈಮ್ಸ್ — [775, 34, 1198, 260]
dam-cell: : 05-09-2025 — [144, 580, 256, 598]
bakery-ad — [23, 22, 188, 278]
email-address[interactable]: hospettimes@gmail.com — [1134, 343, 1349, 362]
social-handle: "ಹೊಸಪೇಟೆ ಟೈಮ್ಸ್" ಬಳಗ — [356, 152, 486, 169]
dam-cell: ಇಂದಿನ ಹೊರಹರಿವು — [23, 670, 144, 687]
phone-icon: ☎ — [1036, 294, 1058, 313]
bakery-line: ಮತ್ತು ಶುದ್ಧತೆಗೆ ಹೆಸರು — [85, 73, 149, 83]
rayanna-headline — [22, 1870, 940, 1909]
tea-line: ನಮ್ಮ ಬ್ರಾಂಡ್ ಕಾಫಿಯನ್ನೇ ಬಳಸಿ — [1342, 127, 1439, 137]
dyfi-byline: ಹೊಸಪೇಟೆ ಟೈಮ್ಸ್ ನ್ಯೂಸ್ — [85, 1387, 193, 1402]
issue-info: Issue-ಸಂಚಿಕೆ: 239 — [25, 317, 142, 333]
dam-cell: : 1,633.00 ಅಡಿ — [144, 598, 256, 616]
cartoon-man — [155, 903, 224, 1051]
tea-ad — [1283, 22, 1498, 292]
registration-info: RNI:36769/1983 | Regd No : PMG/KA/NK/Bly/02/2023-24 | ಹೊಸಪೇಟೆ। ಬಳ್ಳಾರಿ। ವಿಜಯನಗರ। — [219, 342, 935, 360]
social-badge: ಹೊಸಪೇಟೆ ಟೈಮ್ಸ್ — [269, 141, 309, 182]
founder-label: ಸಂಸ್ಥಾಪಕ ಸಂಪಾದಕರು — [272, 244, 369, 259]
rayanna-byline: ಹೊಸಪೇಟೆ ಟೈಮ್ಸ್ ನ್ಯೂಸ್ — [147, 1922, 254, 1936]
dam-section — [22, 381, 256, 744]
dam-cell: ನೀರಿನ ಮಟ್ಟ — [23, 580, 144, 598]
basava-headline2: ಅಭಿಯಾನ ಉತ್ಸವ' : ವಿವಿಧ ಕಾರ್ಯಕ್ರಮಗಳು — [1030, 1277, 1422, 1308]
telegram-icon[interactable]: ➤ — [315, 144, 350, 179]
press-meet-photo — [954, 2305, 1498, 2406]
dam-row — [23, 687, 256, 705]
tea-phone: ದೂ:08394 228025 — [1300, 182, 1481, 204]
dam-cell: ಇಂದಿನ ಮಟ್ಟ — [23, 616, 144, 634]
cartoon-boy — [61, 934, 116, 1051]
editor-phone: : 94484 41484 — [1063, 295, 1220, 318]
dyfi-headline: ವಾರ್ಷಿಕೋತ್ಸವ : — [73, 1126, 205, 1154]
paigambar-text-cont — [1218, 808, 1498, 963]
volume-info: Volume-ಸಂಪುಟ: 44 — [25, 287, 168, 306]
dam-cell: : 44,650 ಕ್ಯೂಸೆಕ್ — [144, 652, 256, 670]
dam-row — [23, 580, 256, 598]
anganwadi-byline: ಹೊಸಪೇಟೆ ಟೈಮ್ಸ್ ನ್ಯೂಸ್ — [270, 458, 378, 473]
date-kannada: 06 ಸೆಪ್ಟೆಂಬರ್ 2025 — [1377, 287, 1498, 304]
kalyana-article — [270, 1131, 940, 1861]
rayanna-headline-red: ಶಾಸಕ ಭರತ್ ರೆಡ್ಡಿ — [656, 1871, 837, 1906]
paigambar-headline: ಪೈಗಂಬರ್ ಮೊಹಮ್ಮದ್‌ರವರ — [1070, 381, 1381, 419]
founder-names: ಸಮಾಜಸೇವಾ ಭಾರ್ಗವ ಎಸ್.ಎಂ.ಪ್ರಕಾಶ್ ಶ್ರೀಮತಿ ಕೆ.ಎಂ.ರೇಖಾ ಪ್ರಕಾಶ್ — [227, 266, 611, 284]
bakery-address: ಕೇಂಪೇಗೌಡ ವೃತ್ತದ ಹತ್ತಿರ, ಹೊಸಪೇಟೆ — [28, 152, 134, 162]
bakery-phone: ಮೋ: 9902259872 / 6366336980 — [28, 163, 176, 173]
festival-text: ಉತ್ಸವದ ವಿವರ : ಬಸವಕಲ್ಯಾಣದಿಂದ ಸೆ 1ರಿಂದ ಪ್ರಾರಂಭವಾದ ಈ ಸಾಂಸ್ಕೃತಿಕ ಅಭಿಯಾನವನ್ನು ಬೀದರ್, ಯಾದಗಿರಿ, ರಾಯಚೂರು, ಬಳ್ಳಾರಿ ನಂತರ ಹೊಸಪೇಟೆಗೆ ಆಗಮಿಸುತ್ತಿದ್ದು ಅದರಂತೆ ರಾಜ್ಯದ ಎಲ್ಲಾ ಜಿಲ್ಲೆಗಳಲ್ಲಿ ಸಂಚರಿಸಿ ಅ. 1ರಂದು ಬೆಂಗಳೂರು ತಲುಪಲಿದೆ. ಅ. 5ರಂದು ಅರಮನೆ ಮೈದಾನದಲ್ಲಿ ಉತ್ಸವದ ಸಮಾರೋಪ ಜರುಗಲಿದೆ. — [1233, 1648, 1491, 1776]
anganwadi-col2: ವಹಿಸಬೇಕಾದ ಅಧಿಕಾರಿಗಳು ಅಂಗನವಾಡಿಗಳ ಅಭಿವೃದ್ಧಿಗೆ ಹೆಚ್ಚಿನ ಆಸ್ಥೆ ವಹಿಸಬೇಕು. ಅಂಗನವಾಡಿ ಕೇಂದ್ರಗಳು ಸುಸ್ಥಿತಿಯಲ್ಲಿದ್ದರೆ ಮಾತ್ರ ಶಿಕ್ಷಣ ಕ್ಷೇತ್ರ ಮತ್ತು ಶಿಕ್ಷಣ ಇಲಾಖೆ ಪ್ರಗತಿ ಸಾಧಿಸಲು ಸಾಧ್ಯವಾಗುತ್ತದೆ. ನೊಂದಣಿಗೆ ಯಾವುದೇ ರೀತಿಯ ತಾಂತ್ರಿಕ ಸಮಸ್ಯೆಗಳಿದ್ದರೆ ಜಿಪಂ ಸಿಇಒ, ಜಿಲ್ಲಾಧಿಕಾರಿಗಳ ಕಚೇರಿಗಳ ಮಾಹಿತಿ ನೀಡಿ ಎಂದು ಅಧಿಕಾರಿಗಳಿಗೆ ಸೂಚನೆ ನೀಡಿದರು. ಜಿಪಂ ಸಿಇಒ ನೋಂಗ್ಜಾಯ್ ಮೊಹಮ್ಮದ್ ಅಲಿ ಅಕ್ರಂ ಷಾ ಮಾತನಾಡಿ, ಗ್ರಾಮೀಣ ಭಾಗದಲ್ಲಿ ಅಂಗನವಾಡಿ ಕೇಂದ್ರಗಳಿಗೆ ಅಂಥ ಗ್ರಾಮ ಪಿಡಿಒಗಳು ಸ್ಥಳ ಪರಿಶೀಲನ ನಡೆಸಿ ಗ್ರಾಮಸಭೆ, ಗ್ರಾಮಪಂಚಾಯ ವ್ಯಾಪ್ತಿಯಲ್ಲಿದ್ದರೆ ಅಧಿಕೃತ ನಮೂನೆಗಳನ್ನು ನೀಡಬೇಕು. ಅಂಗನವಾಡಿ ಕೇಂದ್ರಗಳಿಗೆ ನಿವೇಶನಗಳ ಅಗತ್ಯವಿದ್ದಲ್ಲಿ ಕೂಡಲೇ ಸ್ಥಳ ಗುರುತಿಸಿ ವರದಿ ನೀಡುವಂತೆ ತಿಳಿಸಿದರು. ಈ ವೇಳೆ ಮಹಿಳಾ ಮತ್ತು ಮಕ್ಕಳ ಅಭಿವೃದ್ಧಿ ಇಲಾಖೆ ಉಪನಿರ್ದೇಶಕ ಶ್ರೀಶಾ, ಶಾಲಾ ಶಿಕ್ಷಣ ಇಲಾಖೆ ಉಪನಿರ್ದೇಶಕ ವೆಂಕಟೇಶ್ ರಾಮಚಂದ್ರಪ್ಪ, ಜಿಪಂ ಯೋಜನಾ ನಿರ್ದೇಶಕ ಜೆ.ಎಂ.ಅನ್ನದಾನ ಸ್ವಾಮಿ ಸೇರಿದಂತೆ ವಿವಿಧ ತಾಲೂಕಿನ ತಹಸೀಲ್ದಾರರು, ಕ್ಷೇತ್ರ ಶಿಕ್ಷಣಾಧಿಕಾರಿಗಳು ಭಾಗವಹಿಸಿದ್ದರು. — [607, 693, 937, 1001]
tea-line: ಘಮಘಮಿಸುವ ಮಾರುತಿ ಚಹಾ ಪುಡಿ — [1335, 115, 1446, 126]
cartoon-title: ಛಲದಂಕನ ಚಾಟಿ — [33, 766, 245, 794]
dam-cell: : 101.77 ಟಿಎಂಸಿ — [144, 687, 256, 705]
tea-line: ಶುದ್ಧ ರುಚಿ ಅರ್ಜಣೆಗಳಿಂದ ತಯಾರಿಸಿದ, — [1330, 103, 1451, 114]
cartoon-image — [22, 802, 256, 1066]
dam-cell: : 1,625.59 ಅಡಿ — [144, 616, 256, 634]
dyfi-headline: ಪೈಗಂಬರರ 1500ನೇ — [50, 1098, 228, 1125]
procession-photo — [954, 980, 1498, 1212]
